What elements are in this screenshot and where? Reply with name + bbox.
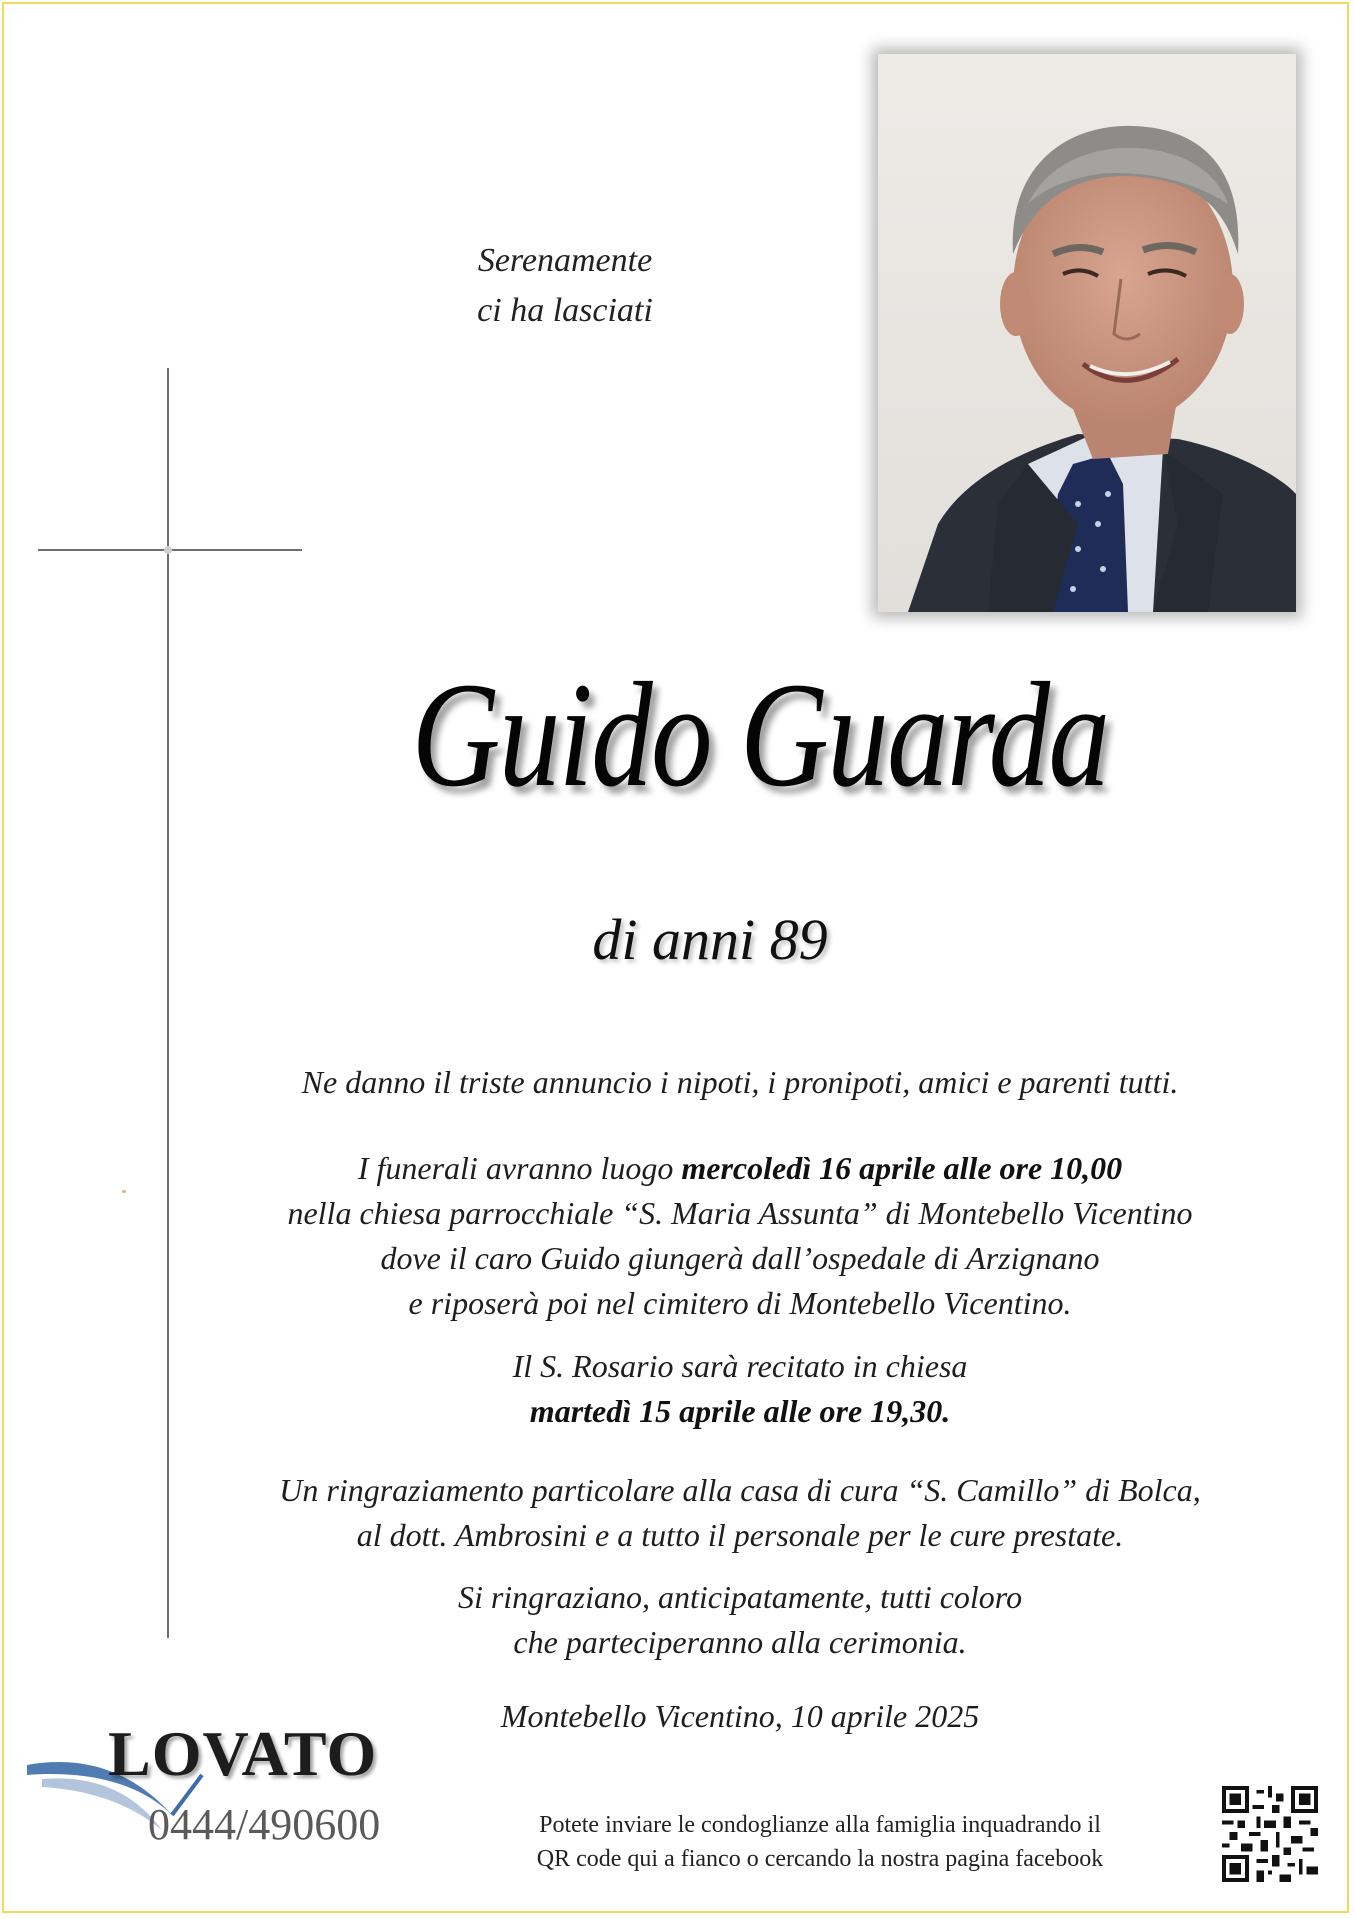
thanks-text	[210, 1468, 1270, 1558]
cross-vertical	[167, 368, 169, 1638]
funeral-lead: I funerali avranno luogo	[357, 1150, 682, 1186]
intro-line-1: Serenamente	[477, 242, 653, 279]
deceased-name: Guido Guarda	[411, 652, 1109, 818]
thanks-line-1: Un ringraziamento particolare alla casa di cura “S. Camillo” di Bolca,	[279, 1472, 1201, 1508]
agency-name: LOVATO	[108, 1718, 378, 1789]
thanks-advance-line-1: Si ringraziano, anticipatamente, tutti coloro	[457, 1579, 1023, 1615]
announcement-text: Ne danno il triste annuncio i nipoti, i pronipoti, amici e parenti tutti.	[301, 1064, 1179, 1100]
rosary-line-2	[210, 1389, 1270, 1434]
portrait-illustration	[878, 54, 1296, 612]
footer-line-1: Potete inviare le condoglianze alla famiglia inquadrando il	[539, 1812, 1101, 1838]
qr-code-icon[interactable]	[1222, 1786, 1318, 1882]
place-date: Montebello Vicentino, 10 aprile 2025	[500, 1698, 980, 1734]
thanks-advance-line-2: che parteciperanno alla cerimonia.	[513, 1624, 967, 1660]
rosary-date: martedì 15 aprile alle ore 19,30.	[529, 1393, 951, 1429]
deceased-age: di anni 89	[592, 907, 828, 972]
portrait-photo	[878, 54, 1296, 612]
intro-text	[390, 236, 740, 336]
rosary-line-1: Il S. Rosario sarà recitato in chiesa	[512, 1348, 968, 1384]
thanks-line-2: al dott. Ambrosini e a tutto il personale per le cure prestate.	[356, 1517, 1124, 1553]
thanks-advance-text	[210, 1575, 1270, 1665]
funeral-line-3: dove il caro Guido giungerà dall’ospedale di Arzignano	[380, 1240, 1100, 1276]
footer-text	[460, 1808, 1180, 1876]
funeral-details	[210, 1146, 1270, 1326]
intro-line-2: ci ha lasciati	[477, 292, 653, 329]
funeral-date: mercoledì 16 aprile alle ore 10,00	[681, 1150, 1123, 1186]
funeral-line-1	[210, 1146, 1270, 1191]
agency-phone: 0444/490600	[148, 1800, 381, 1849]
cross-center-dot	[164, 546, 172, 554]
rosary-details	[210, 1344, 1270, 1434]
funeral-line-2: nella chiesa parrocchiale “S. Maria Assunta” di Montebello Vicentino	[287, 1195, 1193, 1231]
decorative-speck	[122, 1190, 126, 1193]
footer-line-2: QR code qui a fianco o cercando la nostra pagina facebook	[536, 1846, 1104, 1872]
funeral-line-4: e riposerà poi nel cimitero di Montebello Vicentino.	[408, 1285, 1072, 1321]
